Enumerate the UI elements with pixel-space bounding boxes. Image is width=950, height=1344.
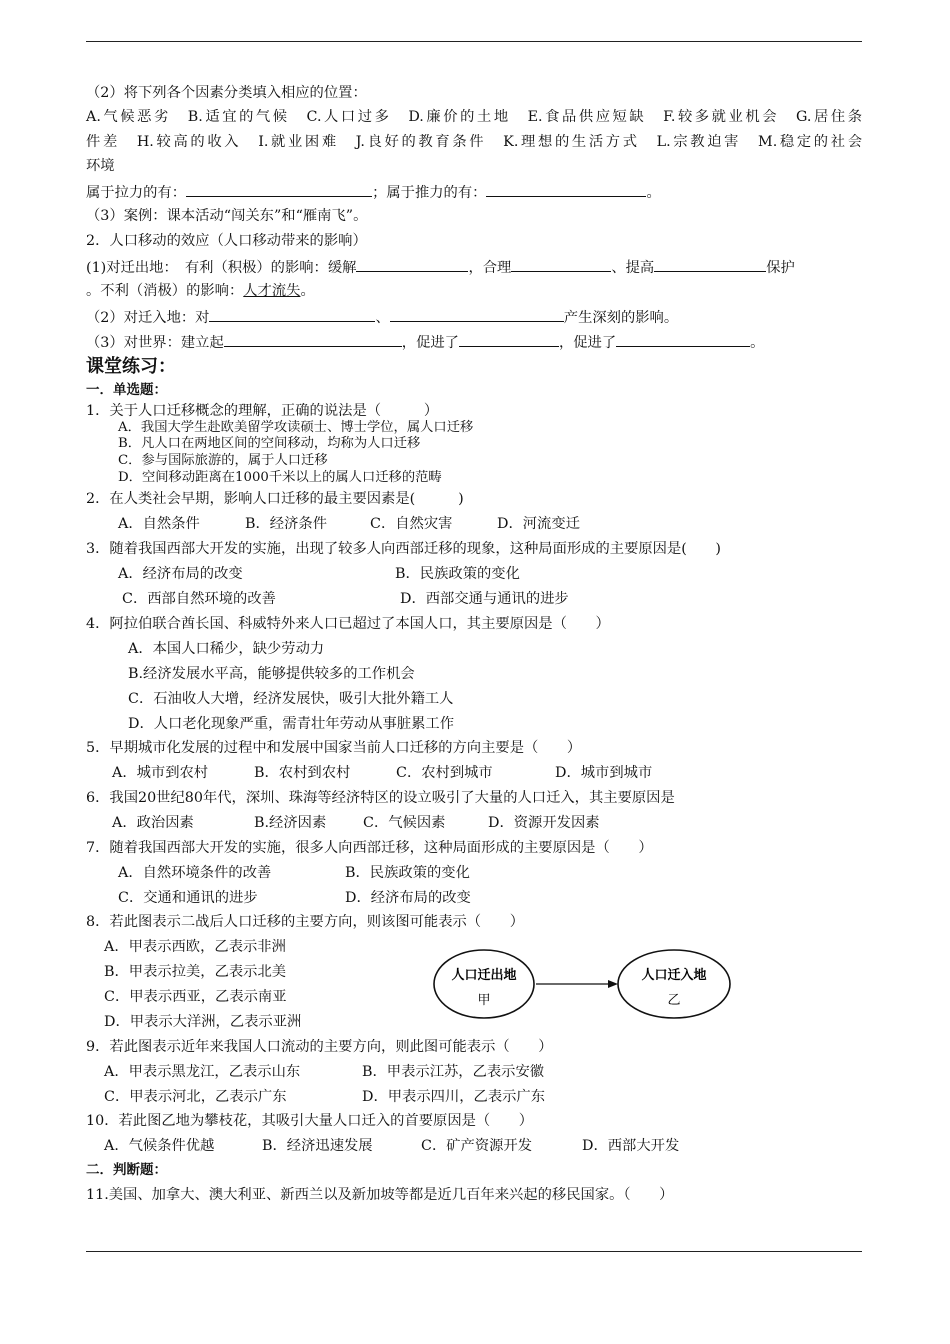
q9-option-d[interactable]: D．甲表示四川，乙表示广东 xyxy=(362,1089,546,1105)
destination-label: 人口迁入地 xyxy=(641,968,707,983)
q7-option-a[interactable]: A．自然环境条件的改善 xyxy=(118,865,272,881)
brain-drain: 人才流失 xyxy=(243,283,301,299)
pull-blank[interactable] xyxy=(186,182,372,197)
world-end: 。 xyxy=(750,335,765,351)
q8-option-b[interactable]: B．甲表示拉美，乙表示北美 xyxy=(104,964,287,980)
migration-diagram xyxy=(432,948,732,1020)
in-blank-1[interactable] xyxy=(209,307,375,322)
origin-code: 甲 xyxy=(477,993,491,1008)
footer-rule xyxy=(86,1251,862,1252)
q1-option-d[interactable]: D．空间移动距离在1000千米以上的属人口迁移的范畴 xyxy=(118,470,442,485)
q2-option-c[interactable]: C．自然灾害 xyxy=(370,516,453,532)
q8-option-a[interactable]: A．甲表示西欧，乙表示非洲 xyxy=(104,939,286,955)
q8-option-d[interactable]: D．甲表示大洋洲，乙表示亚洲 xyxy=(104,1014,302,1030)
q7-option-b[interactable]: B．民族政策的变化 xyxy=(345,865,470,881)
q8-stem: 8．若此图表示二战后人口迁移的主要方向，则该图可能表示（ ） xyxy=(86,914,524,930)
q6-option-a[interactable]: A．政治因素 xyxy=(112,815,194,831)
world-blank-2[interactable] xyxy=(459,332,559,347)
q10-option-a[interactable]: A．气候条件优越 xyxy=(104,1138,215,1154)
q5-option-d[interactable]: D．城市到城市 xyxy=(555,765,653,781)
out-negative-label: 。不利（消极）的影响： xyxy=(86,283,244,299)
q10-option-c[interactable]: C．矿产资源开发 xyxy=(421,1138,533,1154)
factors-line-2: 件差 H.较高的收入 I.就业困难 J.良好的教育条件 K.理想的生活方式 L.宗教迫害 M.稳定的社会 xyxy=(86,134,862,150)
q3-case: （3）案例：课本活动“闯关东”和“雁南飞”。 xyxy=(86,208,368,224)
pull-push-line xyxy=(86,182,661,200)
q6-stem: 6．我国20世纪80年代，深圳、珠海等经济特区的设立吸引了大量的人口迁入，其主要原因是 xyxy=(86,790,675,806)
out-mid-1: ，合理 xyxy=(468,260,512,276)
pull-label: 属于拉力的有： xyxy=(86,185,187,201)
q2-title: （2）将下列各个因素分类填入相应的位置： xyxy=(86,85,367,101)
push-blank[interactable] xyxy=(486,182,646,197)
factors-line-3: 环境 xyxy=(86,158,115,174)
q9-option-a[interactable]: A．甲表示黑龙江，乙表示山东 xyxy=(104,1064,301,1080)
q9-option-c[interactable]: C．甲表示河北，乙表示广东 xyxy=(104,1089,287,1105)
q2-option-b[interactable]: B．经济条件 xyxy=(245,516,327,532)
q3-option-c[interactable]: C．西部自然环境的改善 xyxy=(122,591,276,607)
in-blank-2[interactable] xyxy=(390,307,564,322)
push-label: ；属于推力的有： xyxy=(372,185,487,201)
q10-option-d[interactable]: D．西部大开发 xyxy=(582,1138,680,1154)
destination-code: 乙 xyxy=(667,993,681,1008)
out-prefix: (1)对迁出地： 有利（积极）的影响：缓解 xyxy=(86,260,357,276)
q2-stem: 2．在人类社会早期，影响人口迁移的最主要因素是( ) xyxy=(86,491,464,507)
world-mid-2: ，促进了 xyxy=(558,335,617,351)
q1-option-a[interactable]: A．我国大学生赴欧美留学攻读硕士、博士学位，属人口迁移 xyxy=(118,420,474,435)
q9-stem: 9．若此图表示近年来我国人口流动的主要方向，则此图可能表示（ ） xyxy=(86,1039,553,1055)
q5-option-a[interactable]: A．城市到农村 xyxy=(112,765,209,781)
q4-option-b[interactable]: B.经济发展水平高，能够提供较多的工作机会 xyxy=(128,666,415,682)
world-line xyxy=(86,332,764,350)
q4-option-c[interactable]: C．石油收人大增，经济发展快，吸引大批外籍工人 xyxy=(128,691,454,707)
factors-line-1: A.气候恶劣 B.适宜的气候 C.人口过多 D.廉价的土地 E.食品供应短缺 F.较多就业机会 G.居住条 xyxy=(86,109,862,125)
tf-title: 二．判断题： xyxy=(86,1162,167,1178)
in-sep: 、 xyxy=(375,310,390,326)
q4-option-a[interactable]: A．本国人口稀少，缺少劳动力 xyxy=(128,641,325,657)
q8-option-c[interactable]: C．甲表示西亚，乙表示南亚 xyxy=(104,989,287,1005)
out-mid-2: 、提高 xyxy=(611,260,655,276)
world-blank-1[interactable] xyxy=(224,332,402,347)
q1-option-c[interactable]: C．参与国际旅游的，属于人口迁移 xyxy=(118,453,328,468)
in-prefix: （2）对迁入地：对 xyxy=(86,310,210,326)
q9-option-b[interactable]: B．甲表示江苏，乙表示安徽 xyxy=(362,1064,545,1080)
q1-stem: 1．关于人口迁移概念的理解，正确的说法是（ ） xyxy=(86,403,439,419)
q3-option-a[interactable]: A．经济布局的改变 xyxy=(118,566,243,582)
q6-option-d[interactable]: D．资源开发因素 xyxy=(488,815,600,831)
out-blank-2[interactable] xyxy=(511,257,611,272)
mc-title: 一．单选题： xyxy=(86,382,167,398)
arrow-head-icon xyxy=(608,980,618,988)
world-blank-3[interactable] xyxy=(616,332,750,347)
end-mark: 。 xyxy=(646,185,661,201)
world-mid-1: ，促进了 xyxy=(401,335,459,351)
out-blank-3[interactable] xyxy=(654,257,766,272)
out-line2-end: 。 xyxy=(300,283,315,299)
q4-stem: 4．阿拉伯联合酋长国、科威特外来人口已超过了本国人口，其主要原因是（ ） xyxy=(86,616,610,632)
q3-option-b[interactable]: B．民族政策的变化 xyxy=(395,566,520,582)
out-migration-line xyxy=(86,257,795,275)
q2-option-a[interactable]: A．自然条件 xyxy=(118,516,200,532)
q1-option-b[interactable]: B．凡人口在两地区间的空间移动，均称为人口迁移 xyxy=(118,436,421,451)
in-tail: 产生深刻的影响。 xyxy=(563,310,679,326)
q4-option-d[interactable]: D．人口老化现象严重，需青壮年劳动从事脏累工作 xyxy=(128,716,454,732)
in-migration-line xyxy=(86,307,678,325)
q6-option-b[interactable]: B.经济因素 xyxy=(254,815,327,831)
q3-stem: 3．随着我国西部大开发的实施，出现了较多人向西部迁移的现象，这种局面形成的主要原因是( ) xyxy=(86,541,722,557)
out-tail: 保护 xyxy=(766,260,795,276)
q2-option-d[interactable]: D．河流变迁 xyxy=(497,516,580,532)
header-rule xyxy=(86,41,862,42)
q10-option-b[interactable]: B．经济迅速发展 xyxy=(262,1138,373,1154)
q7-option-c[interactable]: C．交通和通讯的进步 xyxy=(118,890,258,906)
q5-option-b[interactable]: B．农村到农村 xyxy=(254,765,351,781)
q10-stem: 10．若此图乙地为攀枝花，其吸引大量人口迁入的首要原因是（ ） xyxy=(86,1113,534,1129)
origin-label: 人口迁出地 xyxy=(451,968,517,983)
q7-stem: 7．随着我国西部大开发的实施，很多人向西部迁移，这种局面形成的主要原因是（ ） xyxy=(86,840,653,856)
effects-title: 2．人口移动的效应（人口移动带来的影响） xyxy=(86,233,367,249)
q3-option-d[interactable]: D．西部交通与通讯的进步 xyxy=(400,591,569,607)
q11-statement[interactable]: 11.美国、加拿大、澳大利亚、新西兰以及新加坡等都是近几百年来兴起的移民国家。（ ） xyxy=(86,1187,674,1203)
practice-title: 课堂练习： xyxy=(86,356,176,377)
q5-stem: 5．早期城市化发展的过程中和发展中国家当前人口迁移的方向主要是（ ） xyxy=(86,740,582,756)
world-prefix: （3）对世界：建立起 xyxy=(86,335,224,351)
out-migration-line-2 xyxy=(86,282,315,300)
q6-option-c[interactable]: C．气候因素 xyxy=(363,815,446,831)
q5-option-c[interactable]: C．农村到城市 xyxy=(396,765,493,781)
out-blank-1[interactable] xyxy=(356,257,468,272)
q7-option-d[interactable]: D．经济布局的改变 xyxy=(345,890,471,906)
